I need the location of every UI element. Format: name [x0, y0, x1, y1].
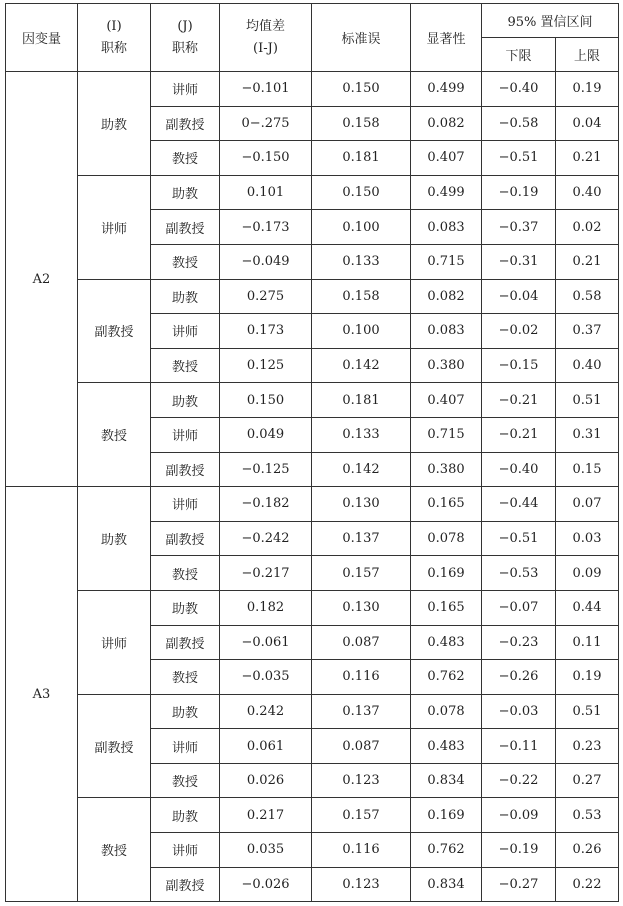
lower-bound-cell: −0.15: [482, 348, 556, 383]
lower-bound-cell: −0.07: [482, 590, 556, 625]
lower-bound-cell: −0.58: [482, 106, 556, 141]
significance-cell: 0.483: [411, 625, 482, 660]
significance-cell: 0.169: [411, 556, 482, 591]
table-row: [6, 279, 619, 314]
upper-bound-cell: 0.53: [556, 798, 619, 833]
mean-difference-cell: −0.150: [220, 141, 312, 176]
mean-difference-cell: 0.242: [220, 694, 312, 729]
title-j-cell: 助教: [151, 798, 220, 833]
header-mean-difference: [220, 4, 312, 72]
significance-cell: 0.762: [411, 833, 482, 868]
table-row: [6, 487, 619, 522]
standard-error-cell: 0.181: [312, 383, 411, 418]
significance-cell: 0.483: [411, 729, 482, 764]
upper-bound-cell: 0.51: [556, 694, 619, 729]
mean-difference-cell: −0.026: [220, 867, 312, 902]
standard-error-cell: 0.142: [312, 452, 411, 487]
table-body: [6, 72, 619, 902]
standard-error-cell: 0.087: [312, 625, 411, 660]
table-row: [6, 383, 619, 418]
table-row: [6, 798, 619, 833]
upper-bound-cell: 0.22: [556, 867, 619, 902]
upper-bound-cell: 0.07: [556, 487, 619, 522]
upper-bound-cell: 0.21: [556, 141, 619, 176]
title-j-cell: 教授: [151, 763, 220, 798]
upper-bound-cell: 0.19: [556, 660, 619, 695]
table-row: [6, 175, 619, 210]
standard-error-cell: 0.137: [312, 694, 411, 729]
mean-difference-cell: −0.182: [220, 487, 312, 522]
standard-error-cell: 0.116: [312, 833, 411, 868]
lower-bound-cell: −0.22: [482, 763, 556, 798]
lower-bound-cell: −0.11: [482, 729, 556, 764]
mean-difference-cell: −0.101: [220, 72, 312, 107]
upper-bound-cell: 0.21: [556, 244, 619, 279]
mean-difference-cell: 0.182: [220, 590, 312, 625]
lower-bound-cell: −0.31: [482, 244, 556, 279]
significance-cell: 0.078: [411, 521, 482, 556]
standard-error-cell: 0.116: [312, 660, 411, 695]
lower-bound-cell: −0.04: [482, 279, 556, 314]
significance-cell: 0.082: [411, 106, 482, 141]
mean-difference-cell: −0.173: [220, 210, 312, 245]
standard-error-cell: 0.158: [312, 279, 411, 314]
upper-bound-cell: 0.23: [556, 729, 619, 764]
dependent-variable-cell: A2: [6, 72, 78, 487]
title-i-cell: 讲师: [78, 590, 151, 694]
lower-bound-cell: −0.27: [482, 867, 556, 902]
title-j-cell: 副教授: [151, 452, 220, 487]
header-i-line2: 职称: [100, 40, 127, 56]
mean-difference-cell: 0.275: [220, 279, 312, 314]
significance-cell: 0.499: [411, 72, 482, 107]
lower-bound-cell: −0.37: [482, 210, 556, 245]
lower-bound-cell: −0.53: [482, 556, 556, 591]
title-i-cell: 副教授: [78, 694, 151, 798]
mean-difference-cell: 0.125: [220, 348, 312, 383]
mean-difference-cell: −0.125: [220, 452, 312, 487]
significance-cell: 0.169: [411, 798, 482, 833]
standard-error-cell: 0.150: [312, 72, 411, 107]
upper-bound-cell: 0.26: [556, 833, 619, 868]
header-confidence-interval: 95% 置信区间: [482, 4, 619, 38]
standard-error-cell: 0.157: [312, 556, 411, 591]
lower-bound-cell: −0.40: [482, 452, 556, 487]
title-j-cell: 讲师: [151, 314, 220, 349]
significance-cell: 0.083: [411, 210, 482, 245]
upper-bound-cell: 0.04: [556, 106, 619, 141]
standard-error-cell: 0.123: [312, 867, 411, 902]
lower-bound-cell: −0.21: [482, 417, 556, 452]
upper-bound-cell: 0.40: [556, 348, 619, 383]
lower-bound-cell: −0.19: [482, 833, 556, 868]
upper-bound-cell: 0.44: [556, 590, 619, 625]
lower-bound-cell: −0.02: [482, 314, 556, 349]
table-container: [5, 3, 619, 902]
standard-error-cell: 0.133: [312, 417, 411, 452]
header-upper-bound: 上限: [556, 38, 619, 72]
title-j-cell: 教授: [151, 141, 220, 176]
title-j-cell: 副教授: [151, 521, 220, 556]
significance-cell: 0.082: [411, 279, 482, 314]
standard-error-cell: 0.130: [312, 487, 411, 522]
header-j-line2: 职称: [171, 40, 198, 56]
upper-bound-cell: 0.19: [556, 72, 619, 107]
title-i-cell: 副教授: [78, 279, 151, 383]
lower-bound-cell: −0.26: [482, 660, 556, 695]
title-j-cell: 教授: [151, 660, 220, 695]
title-i-cell: 教授: [78, 383, 151, 487]
standard-error-cell: 0.142: [312, 348, 411, 383]
standard-error-cell: 0.158: [312, 106, 411, 141]
title-i-cell: 助教: [78, 72, 151, 176]
upper-bound-cell: 0.31: [556, 417, 619, 452]
significance-cell: 0.834: [411, 763, 482, 798]
standard-error-cell: 0.157: [312, 798, 411, 833]
standard-error-cell: 0.181: [312, 141, 411, 176]
title-i-cell: 讲师: [78, 175, 151, 279]
title-j-cell: 讲师: [151, 729, 220, 764]
title-j-cell: 助教: [151, 279, 220, 314]
upper-bound-cell: 0.03: [556, 521, 619, 556]
lower-bound-cell: −0.03: [482, 694, 556, 729]
standard-error-cell: 0.100: [312, 210, 411, 245]
significance-cell: 0.380: [411, 452, 482, 487]
significance-cell: 0.499: [411, 175, 482, 210]
significance-cell: 0.165: [411, 590, 482, 625]
mean-difference-cell: 0−.275: [220, 106, 312, 141]
significance-cell: 0.762: [411, 660, 482, 695]
upper-bound-cell: 0.27: [556, 763, 619, 798]
significance-cell: 0.078: [411, 694, 482, 729]
title-j-cell: 讲师: [151, 833, 220, 868]
mean-difference-cell: 0.061: [220, 729, 312, 764]
header-dependent-variable: 因变量: [6, 4, 78, 72]
mean-difference-cell: −0.061: [220, 625, 312, 660]
upper-bound-cell: 0.51: [556, 383, 619, 418]
mean-difference-cell: 0.217: [220, 798, 312, 833]
upper-bound-cell: 0.11: [556, 625, 619, 660]
upper-bound-cell: 0.37: [556, 314, 619, 349]
header-mean-line1: 均值差: [245, 18, 285, 34]
standard-error-cell: 0.133: [312, 244, 411, 279]
mean-difference-cell: 0.101: [220, 175, 312, 210]
title-j-cell: 副教授: [151, 106, 220, 141]
title-j-cell: 副教授: [151, 867, 220, 902]
upper-bound-cell: 0.15: [556, 452, 619, 487]
title-j-cell: 讲师: [151, 417, 220, 452]
table-row: [6, 590, 619, 625]
title-j-cell: 助教: [151, 694, 220, 729]
mean-difference-cell: −0.242: [220, 521, 312, 556]
mean-difference-cell: 0.049: [220, 417, 312, 452]
significance-cell: 0.407: [411, 141, 482, 176]
header-i-title: [78, 4, 151, 72]
title-j-cell: 助教: [151, 383, 220, 418]
significance-cell: 0.407: [411, 383, 482, 418]
header-lower-bound: 下限: [482, 38, 556, 72]
mean-difference-cell: 0.173: [220, 314, 312, 349]
multiple-comparisons-table: [5, 3, 619, 902]
lower-bound-cell: −0.21: [482, 383, 556, 418]
mean-difference-cell: 0.026: [220, 763, 312, 798]
lower-bound-cell: −0.09: [482, 798, 556, 833]
lower-bound-cell: −0.51: [482, 521, 556, 556]
header-j-title: [151, 4, 220, 72]
upper-bound-cell: 0.40: [556, 175, 619, 210]
title-j-cell: 副教授: [151, 625, 220, 660]
mean-difference-cell: −0.049: [220, 244, 312, 279]
title-j-cell: 副教授: [151, 210, 220, 245]
header-mean-line2: (I-J): [253, 40, 278, 56]
header-standard-error: 标准误: [312, 4, 411, 72]
standard-error-cell: 0.150: [312, 175, 411, 210]
significance-cell: 0.083: [411, 314, 482, 349]
upper-bound-cell: 0.02: [556, 210, 619, 245]
table-row: [6, 72, 619, 107]
lower-bound-cell: −0.23: [482, 625, 556, 660]
mean-difference-cell: 0.035: [220, 833, 312, 868]
table-header: [6, 4, 619, 72]
significance-cell: 0.834: [411, 867, 482, 902]
standard-error-cell: 0.130: [312, 590, 411, 625]
significance-cell: 0.715: [411, 417, 482, 452]
standard-error-cell: 0.123: [312, 763, 411, 798]
lower-bound-cell: −0.51: [482, 141, 556, 176]
lower-bound-cell: −0.44: [482, 487, 556, 522]
title-j-cell: 教授: [151, 348, 220, 383]
significance-cell: 0.715: [411, 244, 482, 279]
title-j-cell: 教授: [151, 244, 220, 279]
title-j-cell: 助教: [151, 175, 220, 210]
mean-difference-cell: 0.150: [220, 383, 312, 418]
header-j-line1: (J): [177, 18, 193, 34]
upper-bound-cell: 0.09: [556, 556, 619, 591]
significance-cell: 0.380: [411, 348, 482, 383]
upper-bound-cell: 0.58: [556, 279, 619, 314]
significance-cell: 0.165: [411, 487, 482, 522]
table-row: [6, 694, 619, 729]
title-j-cell: 讲师: [151, 487, 220, 522]
title-j-cell: 教授: [151, 556, 220, 591]
standard-error-cell: 0.137: [312, 521, 411, 556]
mean-difference-cell: −0.217: [220, 556, 312, 591]
standard-error-cell: 0.087: [312, 729, 411, 764]
dependent-variable-cell: A3: [6, 487, 78, 902]
title-j-cell: 助教: [151, 590, 220, 625]
standard-error-cell: 0.100: [312, 314, 411, 349]
lower-bound-cell: −0.19: [482, 175, 556, 210]
title-i-cell: 助教: [78, 487, 151, 591]
lower-bound-cell: −0.40: [482, 72, 556, 107]
title-i-cell: 教授: [78, 798, 151, 902]
header-significance: 显著性: [411, 4, 482, 72]
mean-difference-cell: −0.035: [220, 660, 312, 695]
header-i-line1: (I): [106, 18, 122, 34]
title-j-cell: 讲师: [151, 72, 220, 107]
